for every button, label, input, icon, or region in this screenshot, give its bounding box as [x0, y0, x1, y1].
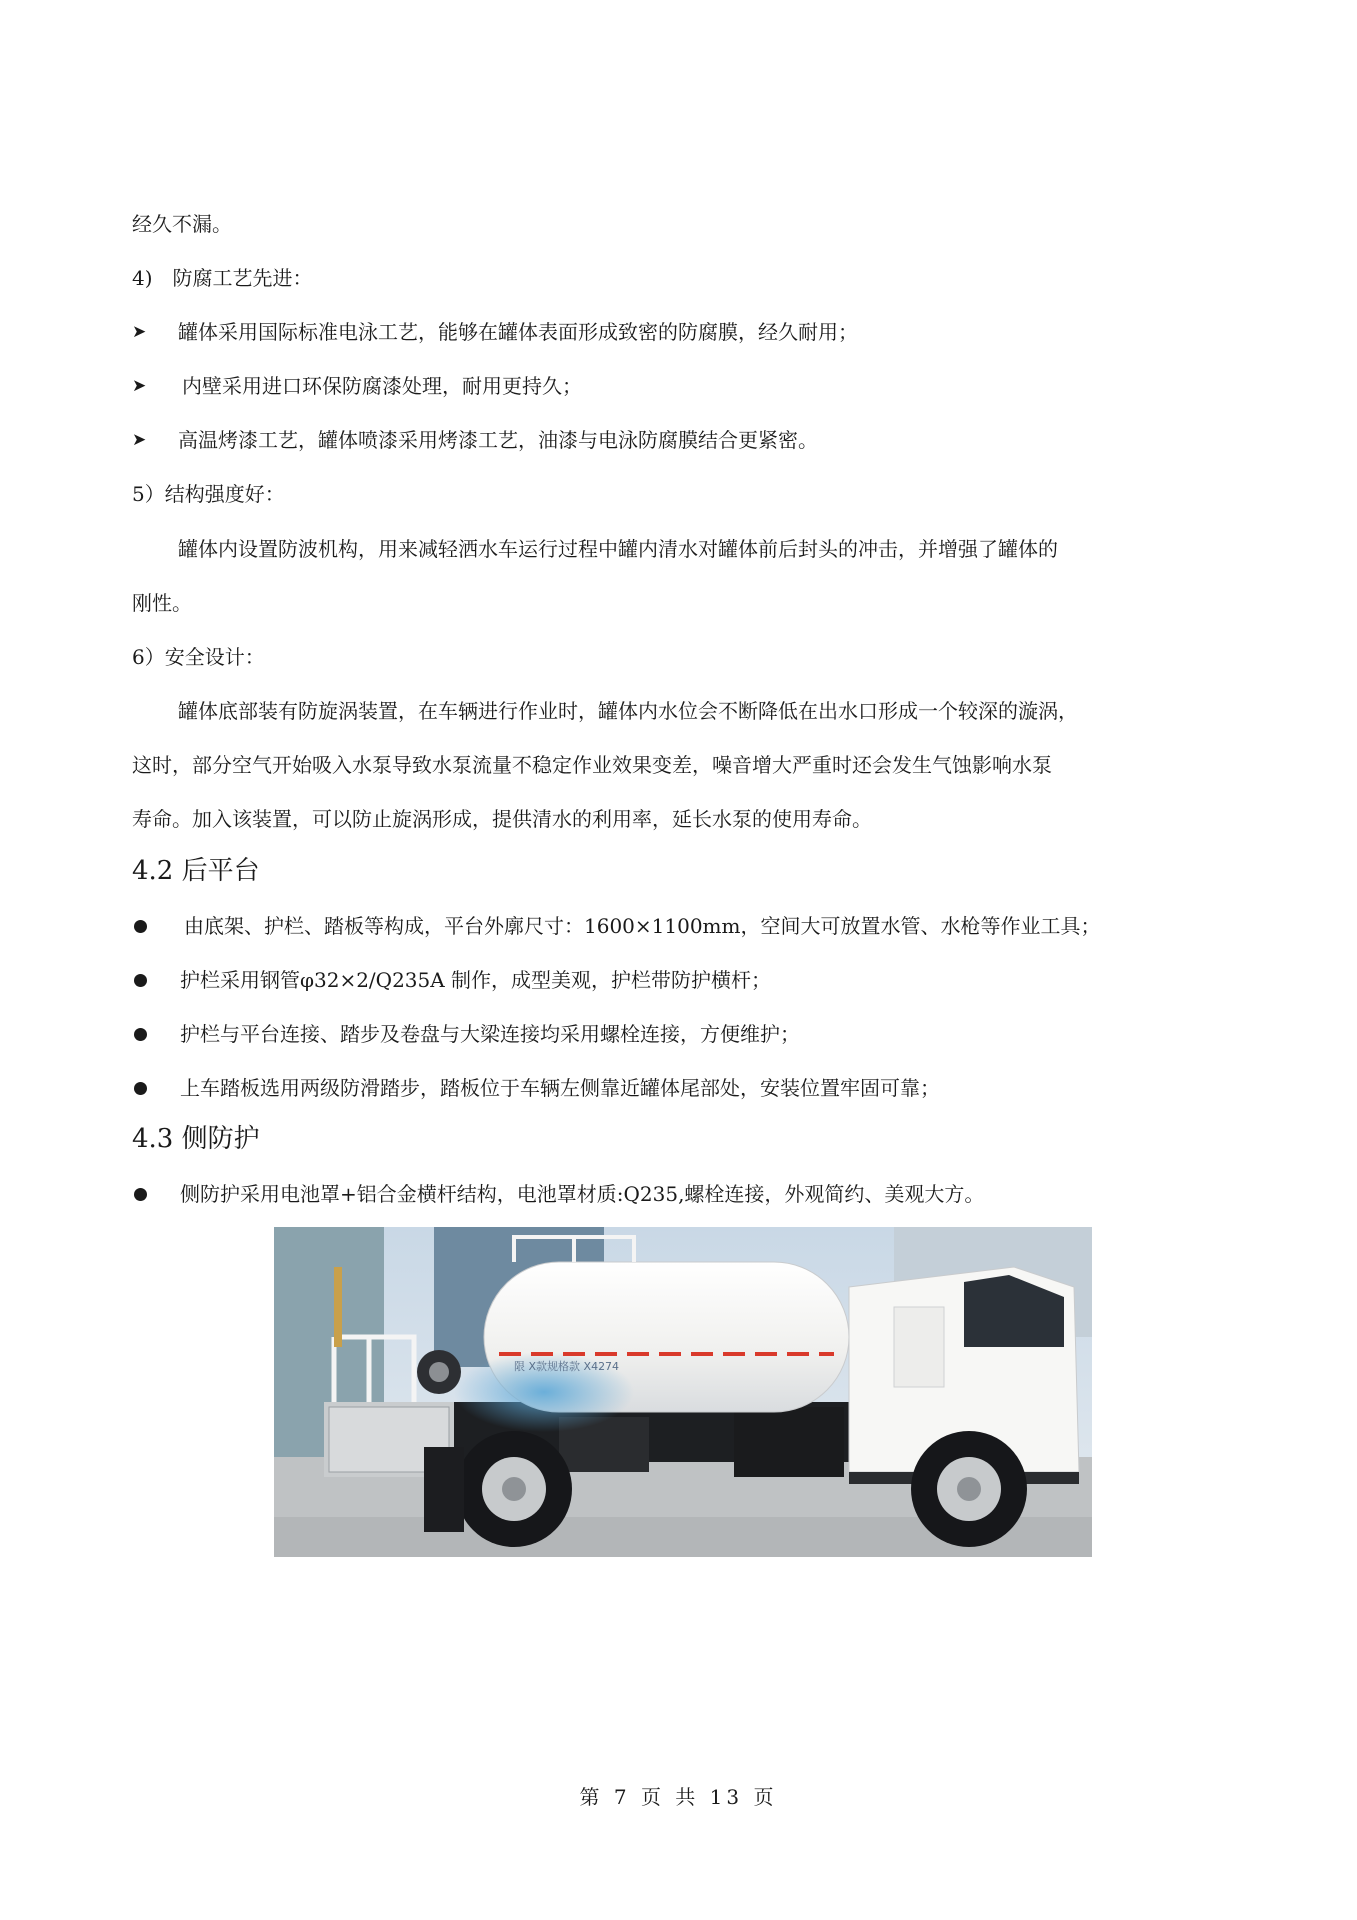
paragraph-safety-line: 这时，部分空气开始吸入水泵导致水泵流量不稳定作业效果变差，噪音增大严重时还会发生气蚀影响水泵 — [132, 753, 1052, 777]
list-item: 侧防护采用电池罩+铝合金横杆结构，电池罩材质:Q235,螺栓连接，外观简约、美观大方。 — [180, 1182, 985, 1206]
list-item: 上车踏板选用两级防滑踏步，踏板位于车辆左侧靠近罐体尾部处，安装位置牢固可靠； — [180, 1076, 940, 1100]
sprinkler-truck-illustration — [274, 1227, 1092, 1557]
paragraph-structure-line: 刚性。 — [132, 591, 192, 615]
list-item: 护栏与平台连接、踏步及卷盘与大梁连接均采用螺栓连接，方便维护； — [180, 1022, 800, 1046]
dot-bullet-icon — [134, 1082, 147, 1095]
arrow-bullet-icon: ➤ — [132, 430, 147, 450]
paragraph-safety-line: 寿命。加入该装置，可以防止旋涡形成，提供清水的利用率，延长水泵的使用寿命。 — [132, 807, 872, 831]
heading-5-structure: 5）结构强度好： — [132, 482, 285, 506]
section-heading-4-2: 4.2 后平台 — [132, 856, 260, 886]
paragraph-continuation: 经久不漏。 — [132, 212, 232, 236]
front-wheel — [911, 1431, 1027, 1547]
arrow-bullet-icon: ➤ — [132, 376, 147, 396]
paragraph-safety-line: 罐体底部装有防旋涡装置，在车辆进行作业时，罐体内水位会不断降低在出水口形成一个较深的漩涡， — [178, 699, 1078, 723]
arrow-bullet-icon: ➤ — [132, 322, 147, 342]
rear-wheel — [456, 1431, 572, 1547]
heading-6-safety: 6）安全设计： — [132, 645, 265, 669]
list-item: 护栏采用钢管φ32×2/Q235A 制作，成型美观，护栏带防护横杆； — [180, 968, 772, 992]
list-item: 由底架、护栏、踏板等构成，平台外廓尺寸：1600×1100mm，空间大可放置水管、水枪等作业工具； — [184, 914, 1101, 938]
dot-bullet-icon — [134, 1188, 147, 1201]
dot-bullet-icon — [134, 974, 147, 987]
truck-photo — [274, 1227, 1092, 1557]
tank-lettering: 限 X款规格款 X4274 — [514, 1360, 620, 1373]
dot-bullet-icon — [134, 920, 147, 933]
bullet-item: 内壁采用进口环保防腐漆处理，耐用更持久； — [182, 374, 582, 398]
heading-4-anticorrosion: 4) 防腐工艺先进： — [132, 266, 313, 290]
bullet-item: 罐体采用国际标准电泳工艺，能够在罐体表面形成致密的防腐膜，经久耐用； — [178, 320, 858, 344]
section-heading-4-3: 4.3 侧防护 — [132, 1124, 260, 1154]
bullet-item: 高温烤漆工艺，罐体喷漆采用烤漆工艺，油漆与电泳防腐膜结合更紧密。 — [178, 428, 818, 452]
page-number-footer: 第 7 页 共 13 页 — [579, 1785, 778, 1809]
dot-bullet-icon — [134, 1028, 147, 1041]
paragraph-structure-line: 罐体内设置防波机构，用来减轻洒水车运行过程中罐内清水对罐体前后封头的冲击，并增强了罐体的 — [178, 537, 1058, 561]
